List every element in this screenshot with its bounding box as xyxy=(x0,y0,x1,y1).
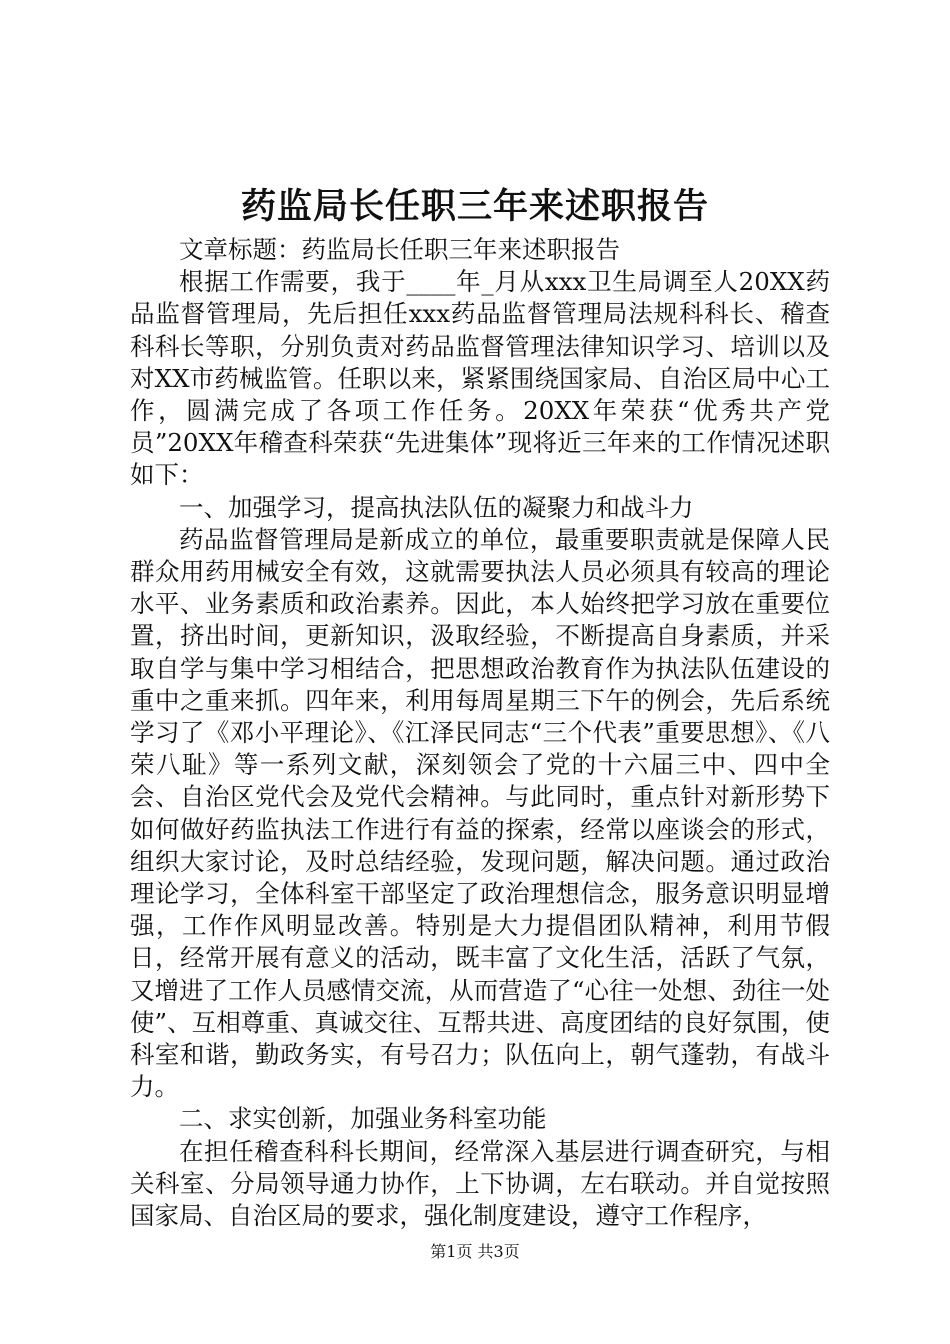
page-number: 第1页 共3页 xyxy=(430,1242,520,1261)
intro-paragraph: 根据工作需要，我于____年_月从xxx卫生局调至人20XX药品监督管理局，先后担任xxx药品监督管理局法规科科长、稽查科科长等职，分别负责对药品监督管理法律知识学习、培训以及对XX市药械监管。任职以来，紧紧围绕国家局、自治区局中心工作，圆满完成了各项工作任务。20XX年荣获“优秀共产党员”20XX年稽查科荣获“先进集体”现将近三年来的工作情况述职如下： xyxy=(130,267,830,490)
article-title-line: 文章标题：药监局长任职三年来述职报告 xyxy=(179,235,620,264)
section-heading-1: 一、加强学习，提高执法队伍的凝聚力和战斗力 xyxy=(179,492,694,522)
document-title: 药监局长任职三年来述职报告 xyxy=(240,186,709,227)
section-1-paragraph: 药品监督管理局是新成立的单位，最重要职责就是保障人民群众用药用械安全有效，这就需要执法人员必须具有较高的理论水平、业务素质和政治素养。因此，本人始终把学习放在重要位置，挤出时间，更新知识，汲取经验，不断提高自身素质，并采取自学与集中学习相结合，把思想政治教育作为执法队伍建设的重中之重来抓。四年来，利用每周星期三下午的例会，先后系统学习了《邓小平理论》、《江泽民同志“三个代表”重要思想》、《八荣八耻》等一系列文献，深刻领会了党的十六届三中、四中全会、自治区党代会及党代会精神。与此同时，重点针对新形势下如何做好药监执法工作进行有益的探索，经常以座谈会的形式，组织大家讨论，及时总结经验，发现问题，解决问题。通过政治理论学习，全体科室干部坚定了政治理想信念，服务意识明显增强，工作作风明显改善。特别是大力提倡团队精神，利用节假日，经常开展有意义的活动，既丰富了文化生活，活跃了气氛，又增进了工作人员感情交流，从而营造了“心往一处想、劲往一处使”、互相尊重、真诚交往、互帮共进、高度团结的良好氛围，使科室和谐，勤政务实，有号召力；队伍向上，朝气蓬勃，有战斗力。 xyxy=(130,524,830,1102)
section-2-paragraph: 在担任稽查科科长期间，经常深入基层进行调查研究，与相关科室、分局领导通力协作，上下协调，左右联动。并自觉按照国家局、自治区局的要求，强化制度建设，遵守工作程序， xyxy=(130,1136,830,1231)
document-body xyxy=(130,234,830,1232)
page-footer xyxy=(0,1241,950,1263)
section-heading-2: 二、求实创新，加强业务科室功能 xyxy=(179,1104,547,1134)
